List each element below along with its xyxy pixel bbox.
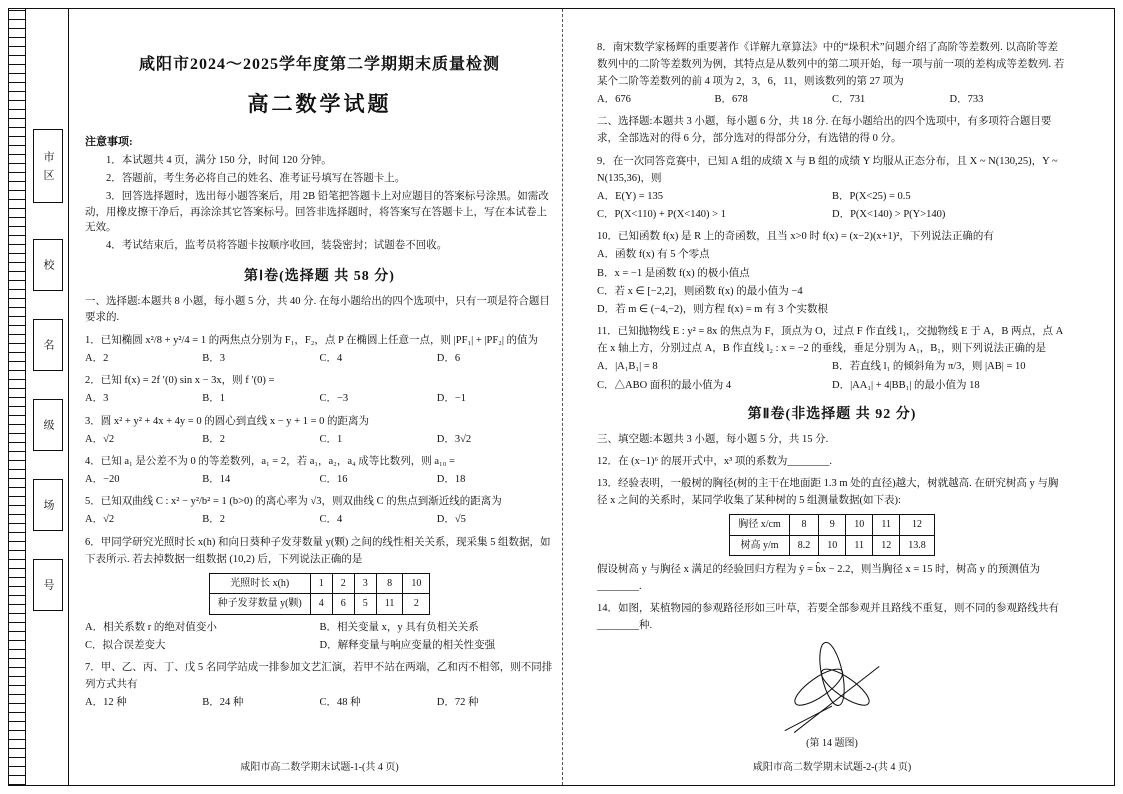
option[interactable]: B．相关变量 x，y 具有负相关关系 [319,621,479,633]
question-10: 10．已知函数 f(x) 是 R 上的奇函数，且当 x>0 时 f(x) = (x−2)(x+1)²，下列说法正确的有 [597,231,994,243]
question-6-table [209,573,431,615]
option[interactable]: B．x = −1 是函数 f(x) 的极小值点 [597,267,750,279]
option[interactable]: A．2 [85,353,109,365]
question-14: 14．如图，某植物园的参观路径形如三叶草，若要全部参观并且路线不重复，则不同的参观路线共有________种. [597,603,1059,632]
option[interactable]: C．4 [319,353,343,365]
stub-field-school[interactable]: 校 [33,239,63,291]
table-cell: 光照时长 x(h) [209,573,310,594]
stub-fields [27,9,68,785]
question-5-options [85,512,554,528]
table-row [730,535,935,556]
option[interactable]: D．−1 [436,393,467,405]
question-9: 9．在一次同答竞赛中，已知 A 组的成绩 X 与 B 组的成绩 Y 均服从正态分布，且 X ~ N(130,25)，Y ~ N(135,36)，则 [597,155,1058,184]
page-right [583,9,1081,785]
table-cell: 胸径 x/cm [730,515,790,536]
table-cell: 12 [873,535,900,556]
option[interactable]: B．若直线 l₁ 的倾斜角为 π/3，则 |AB| = 10 [832,361,1026,373]
three-leaf-figure [597,638,1067,734]
answer-stub [9,9,69,785]
option[interactable]: B．3 [202,353,226,365]
stub-field-name[interactable]: 名 [33,319,63,371]
option[interactable]: B．2 [202,514,226,526]
question-6: 6．甲同学研究光照时长 x(h) 和向日葵种子发芽数量 y(颗) 之间的线性相关关系，现采集 5 组数据，如下表所示. 若去掉数据一组数据 (10,2) 后，下列说法正确的是 [85,536,551,565]
option[interactable]: C．−3 [319,393,349,405]
question-10-option-d [597,302,1067,318]
three-leaf-svg [722,638,942,742]
table-cell: 2 [403,594,430,615]
question-8: 8．南宋数学家杨辉的重要著作《详解九章算法》中的“垛积术”问题介绍了高阶等差数列. 以高阶等差数列中的二阶等差数列为例，其特点是从数列中的第二项开始，每一项与前一项的差构成等差数列. 若某个二阶等差数列的前 4 项为 2，3，6，11，则该数列的第 27 项为 [597,42,1065,87]
figure-caption: (第 14 题图) [806,738,858,750]
question-13: 13．经验表明，一般树的胸径(树的主干在地面距 1.3 m 处的直径)越大，树就越高. 在研究树高 y 与胸径 x 之间的关系时，某同学收集了某种树的 5 组测量数据(如下表): [597,478,1059,507]
table-cell: 树高 y/m [730,535,790,556]
table-cell: 8.2 [789,535,819,556]
question-5: 5．已知双曲线 C : x² − y²/b² = 1 (b>0) 的离心率为 √3，则双曲线 C 的焦点到渐近线的距离为 [85,496,502,508]
option[interactable]: D．|AA₁| + 4|BB₁| 的最小值为 18 [832,379,980,391]
table-cell: 13.8 [900,535,935,556]
option[interactable]: B．24 种 [202,697,244,709]
option[interactable]: D．P(X<140) > P(Y>140) [832,209,946,221]
option[interactable]: D．3√2 [436,433,472,445]
option[interactable]: D．解释变量与响应变量的相关性变强 [319,639,496,651]
option[interactable]: A．3 [85,393,109,405]
table-cell: 种子发芽数量 y(颗) [209,594,310,615]
part-3-instructions: 三、填空题:本题共 3 小题，每小题 5 分，共 15 分. [597,433,829,445]
question-7: 7．甲、乙、丙、丁、戊 5 名同学站成一排参加文艺汇演，若甲不站在两端，乙和丙不相邻，则不同排列方式共有 [85,662,553,691]
question-10-option-b [597,266,1067,282]
option[interactable]: D．733 [949,94,984,105]
option[interactable]: B．2 [202,433,226,445]
question-9-options-row2 [597,207,1067,223]
stub-field-room[interactable]: 场 [33,479,63,531]
question-9-options-row1 [597,189,1067,205]
question-13-table [729,514,935,556]
table-cell: 4 [310,594,332,615]
option[interactable]: C．4 [319,514,343,526]
table-cell: 11 [846,535,873,556]
question-10-option-c [597,284,1067,300]
question-4: 4．已知 a₁ 是公差不为 0 的等差数列，a₁ = 2，若 a₁，a₂，a₄ 成等比数列，则 a₁₀ = [85,455,455,467]
option[interactable]: C．若 x ∈ [−2,2]，则函数 f(x) 的最小值为 −4 [597,285,803,297]
option[interactable]: C．48 种 [319,697,361,709]
option[interactable]: D．18 [436,473,466,485]
question-4-options [85,472,554,488]
option[interactable]: C．1 [319,433,343,445]
notes-header: 注意事项: [85,136,133,149]
note-item: 1．本试题共 4 页，满分 150 分，时间 120 分钟。 [106,155,332,167]
question-8-options [597,92,1067,108]
table-cell: 11 [873,515,900,536]
exam-title-line1: 咸阳市2024～2025学年度第二学期期末质量检测 [138,56,500,73]
option[interactable]: B．P(X<25) = 0.5 [832,190,911,202]
option[interactable]: B．14 [202,473,231,485]
table-cell: 5 [354,594,376,615]
option[interactable]: A．12 种 [85,697,127,709]
question-11: 11．已知抛物线 E : y² = 8x 的焦点为 F，顶点为 O，过点 F 作直线 l₁，交抛物线 E 于 A，B 两点，点 A 在 x 轴上方，分别过点 A，B 作直线 l₂ : x = −2 的垂线，垂足分别为 A₁，B₁，则下列说法正确的是 [597,326,1063,355]
table-cell: 9 [819,515,846,536]
question-12: 12．在 (x−1)⁶ 的展开式中，x³ 项的系数为________. [597,456,832,468]
table-cell: 10 [846,515,873,536]
table-cell: 10 [403,573,430,594]
table-row [209,594,430,615]
option[interactable]: A．|A₁B₁| = 8 [597,361,658,373]
table-row [730,515,935,536]
note-item: 2．答题前，考生务必将自己的姓名、准考证号填写在答题卡上。 [106,173,406,185]
note-item: 3．回答选择题时，选出每小题答案后，用 2B 铅笔把答题卡上对应题目的答案标号涂黑。如需改动，用橡皮擦干净后，再涂涂其它答案标号。回答非选择题时，将答案写在答题卡上，写在本试卷上无效。 [85,190,549,234]
exam-title-line2: 高二数学试题 [247,91,392,116]
section-1-heading: 第Ⅰ卷(选择题 共 58 分) [244,268,395,284]
exam-sheet [8,8,1115,786]
question-11-options-row2 [597,378,1067,394]
section-2-heading: 第Ⅱ卷(非选择题 共 92 分) [747,406,917,422]
table-cell: 6 [332,594,354,615]
page-footer-left: 咸阳市高二数学期末试题-1-(共 4 页) [240,761,399,773]
option[interactable]: D．6 [436,353,461,365]
option[interactable]: A．E(Y) = 135 [597,190,663,202]
option[interactable]: A．√2 [85,514,115,526]
part-1-instructions: 一、选择题:本题共 8 小题，每小题 5 分，共 40 分. 在每小题给出的四个选项中，只有一项是符合题目要求的. [85,295,550,324]
option[interactable]: C．拟合误差变大 [85,639,166,651]
option[interactable]: D．72 种 [436,697,479,709]
note-item: 4．考试结束后，监考员将答题卡按顺序收回，装袋密封；试题卷不回收。 [106,240,448,252]
option[interactable]: C．731 [832,94,866,105]
table-cell: 11 [376,594,403,615]
question-13-tail: 假设树高 y 与胸径 x 满足的经验回归方程为 ŷ = b̂x − 2.2，则当胸径 x = 15 时，树高 y 的预测值为________. [597,564,1041,593]
question-2: 2．已知 f(x) = 2f ′(0) sin x − 3x，则 f ′(0) = [85,375,275,387]
option[interactable]: B．1 [202,393,226,405]
option[interactable]: A．√2 [85,433,115,445]
stub-field-number[interactable]: 号 [33,559,63,611]
question-6-options-row2 [85,638,554,654]
option[interactable]: A．函数 f(x) 有 5 个零点 [597,249,710,261]
option[interactable]: D．√5 [436,514,466,526]
option[interactable]: C．16 [319,473,348,485]
hatch-strip [9,9,26,785]
question-10-option-a [597,247,1067,263]
stub-field-district[interactable]: 市 区 [33,129,63,203]
question-11-options-row1 [597,359,1067,375]
page-left [71,9,568,785]
table-cell: 12 [900,515,935,536]
table-cell: 10 [819,535,846,556]
question-3-options [85,432,554,448]
option[interactable]: A．676 [597,94,631,105]
table-row [209,573,430,594]
option[interactable]: D．若 m ∈ (−4,−2)，则方程 f(x) = m 有 3 个实数根 [597,304,829,316]
option[interactable]: C．P(X<110) + P(X<140) > 1 [597,209,726,221]
table-cell: 8 [376,573,403,594]
question-3: 3．圆 x² + y² + 4x + 4y = 0 的圆心到直线 x − y + 1 = 0 的距离为 [85,415,369,427]
table-cell: 8 [789,515,819,536]
option[interactable]: B．678 [714,94,748,105]
option[interactable]: C．△ABO 面积的最小值为 4 [597,379,732,391]
question-2-options [85,391,554,407]
question-6-options-row1 [85,620,554,636]
stub-field-grade[interactable]: 级 [33,399,63,451]
option[interactable]: A．−20 [85,473,120,485]
table-cell: 3 [354,573,376,594]
question-1: 1．已知椭圆 x²/8 + y²/4 = 1 的两焦点分别为 F₁，F₂，点 P 在椭圆上任意一点，则 |PF₁| + |PF₂| 的值为 [85,335,539,347]
part-2-instructions: 二、选择题:本题共 3 小题，每小题 6 分，共 18 分. 在每小题给出的四个选项中，有多项符合题目要求，全部选对的得 6 分，部分选对的得部分分，有选错的得 0 分。 [597,116,1052,145]
page-footer-right: 咸阳市高二数学期末试题-2-(共 4 页) [752,761,912,773]
table-cell: 1 [310,573,332,594]
table-cell: 2 [332,573,354,594]
option[interactable]: A．相关系数 r 的绝对值变小 [85,621,217,633]
question-7-options [85,695,554,711]
question-1-options [85,351,554,367]
